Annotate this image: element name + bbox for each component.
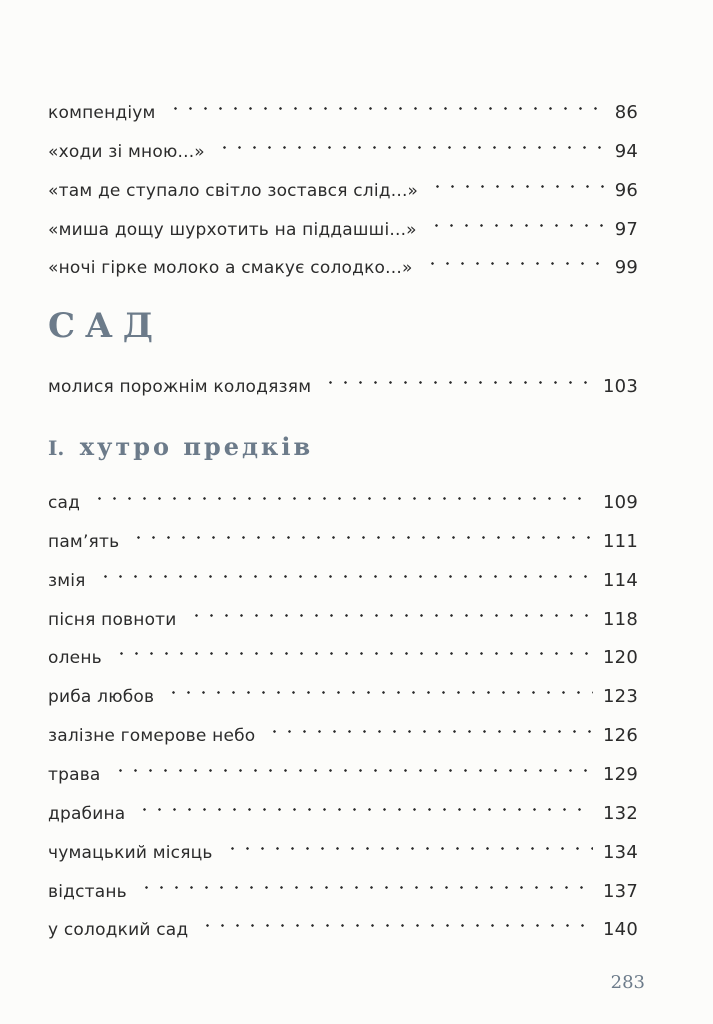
toc-leader-dots	[113, 750, 593, 780]
toc-entry-page: 137	[603, 881, 638, 902]
toc-entry	[48, 478, 638, 513]
toc-entry-title: залізне гомерове небо	[48, 726, 256, 746]
toc-entry-page: 96	[614, 180, 638, 201]
toc-entry	[48, 750, 638, 785]
subsection-title: хутро предків	[79, 432, 314, 461]
toc-entry-page: 123	[603, 686, 638, 707]
toc-entry-title: пісня повноти	[48, 610, 177, 630]
toc-leader-dots	[168, 88, 605, 118]
toc-entry-page: 99	[614, 257, 638, 278]
toc-leader-dots	[425, 243, 605, 273]
toc-entry-page: 120	[603, 647, 638, 668]
toc-entry-title: пам’ять	[48, 532, 120, 552]
toc-entry	[48, 205, 638, 240]
toc-entry	[48, 362, 638, 397]
toc-leader-dots	[139, 867, 593, 897]
toc-leader-dots	[225, 828, 593, 858]
toc-entry	[48, 711, 638, 746]
toc-leader-dots	[217, 127, 605, 157]
page-number: 283	[610, 972, 645, 993]
toc-leader-dots	[137, 789, 593, 819]
toc-leader-dots	[200, 905, 593, 935]
toc-entry-page: 94	[614, 141, 638, 162]
toc-entry	[48, 828, 638, 863]
toc-leader-dots	[430, 166, 605, 196]
toc-entry-page: 134	[603, 842, 638, 863]
toc-leader-dots	[166, 672, 593, 702]
toc-entry-title: трава	[48, 765, 101, 785]
toc-leader-dots	[131, 517, 593, 547]
toc-entry-page: 126	[603, 725, 638, 746]
toc-entry	[48, 789, 638, 824]
toc-entry-page: 140	[603, 919, 638, 940]
toc-entry-title: сад	[48, 493, 81, 513]
toc-entry-page: 97	[614, 219, 638, 240]
toc-leader-dots	[323, 362, 593, 392]
toc-entry	[48, 556, 638, 591]
toc-leader-dots	[189, 595, 594, 625]
toc-entry	[48, 905, 638, 940]
toc-entry-title: драбина	[48, 804, 126, 824]
toc-entry-title: компендіум	[48, 103, 156, 123]
toc-entry-title: «миша дощу шурхотить на піддашші...»	[48, 220, 417, 240]
toc-entry	[48, 672, 638, 707]
toc-leader-dots	[98, 556, 593, 586]
section-heading: САД	[48, 306, 163, 346]
toc-leader-dots	[114, 633, 593, 663]
toc-entry	[48, 517, 638, 552]
toc-entry-title: «ходи зі мною...»	[48, 142, 205, 162]
toc-entry-title: молися порожнім колодязям	[48, 377, 312, 397]
toc-entry-title: риба любов	[48, 687, 155, 707]
toc-entry-page: 111	[603, 531, 638, 552]
toc-entry-page: 109	[603, 492, 638, 513]
toc-entry-title: змія	[48, 571, 86, 591]
toc-entry-page: 103	[603, 376, 638, 397]
toc-leader-dots	[267, 711, 593, 741]
toc-entry-page: 118	[603, 609, 638, 630]
toc-entry	[48, 243, 638, 278]
toc-entry	[48, 595, 638, 630]
toc-entry-page: 132	[603, 803, 638, 824]
toc-entry	[48, 867, 638, 902]
toc-leader-dots	[429, 205, 605, 235]
toc-entry-title: «там де ступало світло зостався слід...»	[48, 181, 419, 201]
subsection-heading	[48, 432, 313, 461]
subsection-numeral: I.	[48, 436, 65, 460]
toc-entry-page: 86	[614, 102, 638, 123]
toc-leader-dots	[92, 478, 593, 508]
toc-entry	[48, 166, 638, 201]
toc-entry-page: 129	[603, 764, 638, 785]
toc-entry	[48, 88, 638, 123]
toc-entry-title: відстань	[48, 882, 127, 902]
toc-entry-title: чумацький місяць	[48, 843, 213, 863]
toc-entry	[48, 633, 638, 668]
toc-entry-title: олень	[48, 648, 102, 668]
toc-entry-page: 114	[603, 570, 638, 591]
toc-entry	[48, 127, 638, 162]
toc-entry-title: «ночі гірке молоко а смакує солодко...»	[48, 258, 413, 278]
toc-entry-title: у солодкий сад	[48, 920, 189, 940]
